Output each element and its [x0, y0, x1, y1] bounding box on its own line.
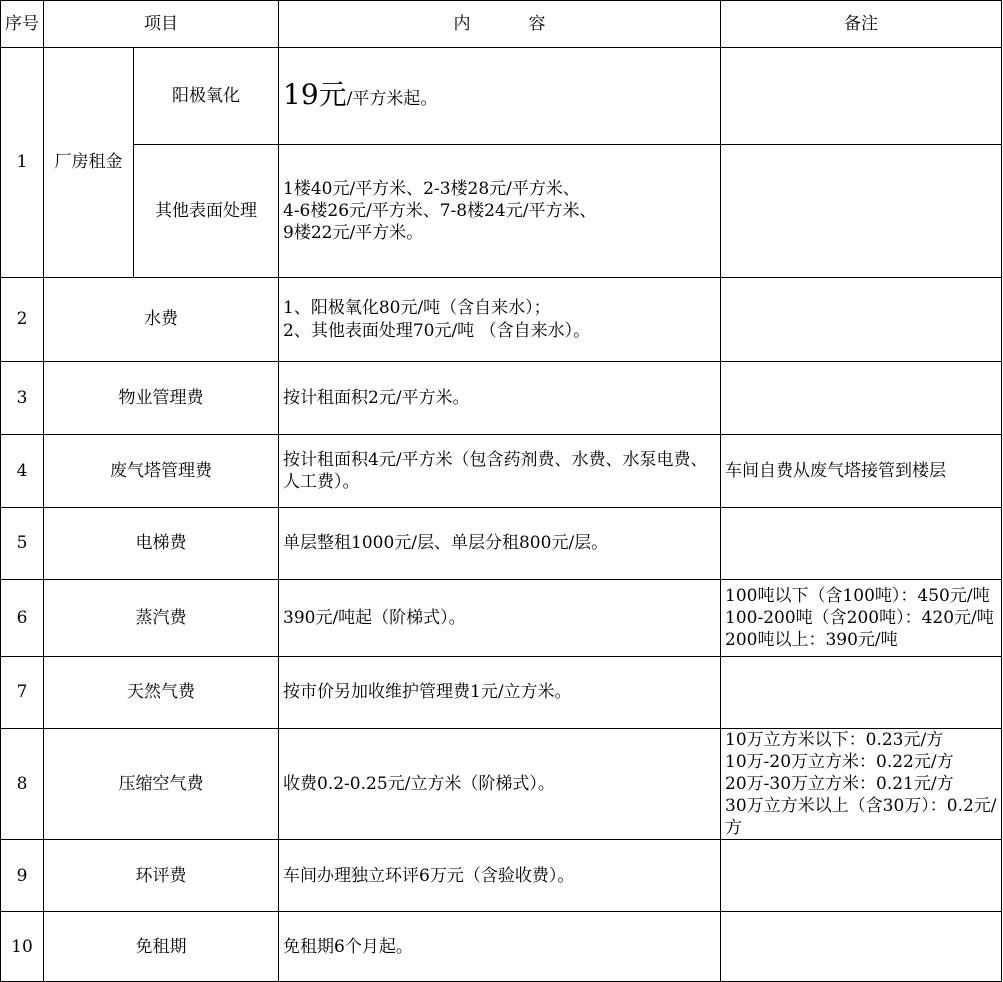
table-row: [1, 278, 1002, 362]
row-no: 8: [1, 729, 44, 840]
remark-line: 100-200吨（含200吨）：420元/吨: [725, 607, 994, 628]
row-item: 免租期: [44, 912, 279, 982]
table-row: [1, 580, 1002, 657]
table-row: [1, 657, 1002, 729]
table-row: [1, 729, 1002, 840]
row-item: 物业管理费: [44, 362, 279, 435]
row-subitem: 阳极氧化: [134, 48, 279, 145]
row-item: 电梯费: [44, 508, 279, 580]
remark-line: 20万-30万立方米：0.21元/方: [725, 774, 954, 795]
table-row: [1, 48, 1002, 145]
row-no: 10: [1, 912, 44, 982]
header-content-a: 内: [453, 13, 471, 34]
table-row: [1, 840, 1002, 912]
row-remark: 车间自费从废气塔接管到楼层: [721, 435, 1002, 508]
table-row: [1, 912, 1002, 982]
row-content: 按计租面积2元/平方米。: [279, 362, 721, 435]
header-remark: 备注: [721, 1, 1002, 48]
remark-line: 100吨以下（含100吨）：450元/吨: [725, 585, 990, 606]
header-content-b: 容: [528, 13, 546, 34]
row-content: 单层整租1000元/层、单层分租800元/层。: [279, 508, 721, 580]
content-line: 4-6楼26元/平方米、7-8楼24元/平方米、: [283, 200, 597, 221]
price-highlight: 19元: [283, 78, 347, 112]
row-remark: [721, 362, 1002, 435]
row-no: 5: [1, 508, 44, 580]
header-row: [1, 1, 1002, 48]
row-item: 天然气费: [44, 657, 279, 729]
row-remark: [721, 278, 1002, 362]
table-row: [1, 435, 1002, 508]
row-item: 环评费: [44, 840, 279, 912]
row-remark: [721, 912, 1002, 982]
header-item: 项目: [44, 1, 279, 48]
row-item: 水费: [44, 278, 279, 362]
row-no: 6: [1, 580, 44, 657]
row-remark: [721, 580, 1002, 657]
content-line: 2、其他表面处理70元/吨 （含自来水）。: [283, 320, 591, 341]
content-line: 1楼40元/平方米、2-3楼28元/平方米、: [283, 178, 580, 199]
row-remark: [721, 48, 1002, 145]
price-unit: /平方米起。: [346, 89, 438, 110]
row-content: [279, 145, 721, 278]
row-remark: [721, 145, 1002, 278]
row-item: 厂房租金: [44, 48, 134, 278]
row-content: 免租期6个月起。: [279, 912, 721, 982]
row-content: 按市价另加收维护管理费1元/立方米。: [279, 657, 721, 729]
row-no: 2: [1, 278, 44, 362]
row-content: [279, 48, 721, 145]
row-item: 废气塔管理费: [44, 435, 279, 508]
row-remark: [721, 508, 1002, 580]
row-content: [279, 278, 721, 362]
row-subitem: 其他表面处理: [134, 145, 279, 278]
row-content: 390元/吨起（阶梯式）。: [279, 580, 721, 657]
row-content: 按计租面积4元/平方米（包含药剂费、水费、水泵电费、人工费）。: [279, 435, 721, 508]
row-no: 3: [1, 362, 44, 435]
content-line: 9楼22元/平方米。: [283, 223, 424, 244]
row-content: 车间办理独立环评6万元（含验收费）。: [279, 840, 721, 912]
row-item: 蒸汽费: [44, 580, 279, 657]
content-line: 1、阳极氧化80元/吨（含自来水）；: [283, 298, 551, 319]
table-row: [1, 508, 1002, 580]
table-row: [1, 362, 1002, 435]
remark-line: 10万立方米以下：0.23元/方: [725, 730, 944, 750]
row-remark: [721, 840, 1002, 912]
header-no: 序号: [1, 1, 44, 48]
row-item: 压缩空气费: [44, 729, 279, 840]
row-no: 9: [1, 840, 44, 912]
row-no: 7: [1, 657, 44, 729]
remark-line: 10万-20万立方米：0.22元/方: [725, 752, 954, 773]
remark-line: 200吨以上：390元/吨: [725, 630, 898, 651]
row-remark: [721, 657, 1002, 729]
row-no: 1: [1, 48, 44, 278]
header-content: [279, 1, 721, 48]
table-row: [1, 145, 1002, 278]
row-remark: [721, 729, 1002, 840]
row-content: 收费0.2-0.25元/立方米（阶梯式）。: [279, 729, 721, 840]
remark-line: 30万立方米以上（含30万）：0.2元/方: [725, 796, 997, 839]
row-no: 4: [1, 435, 44, 508]
